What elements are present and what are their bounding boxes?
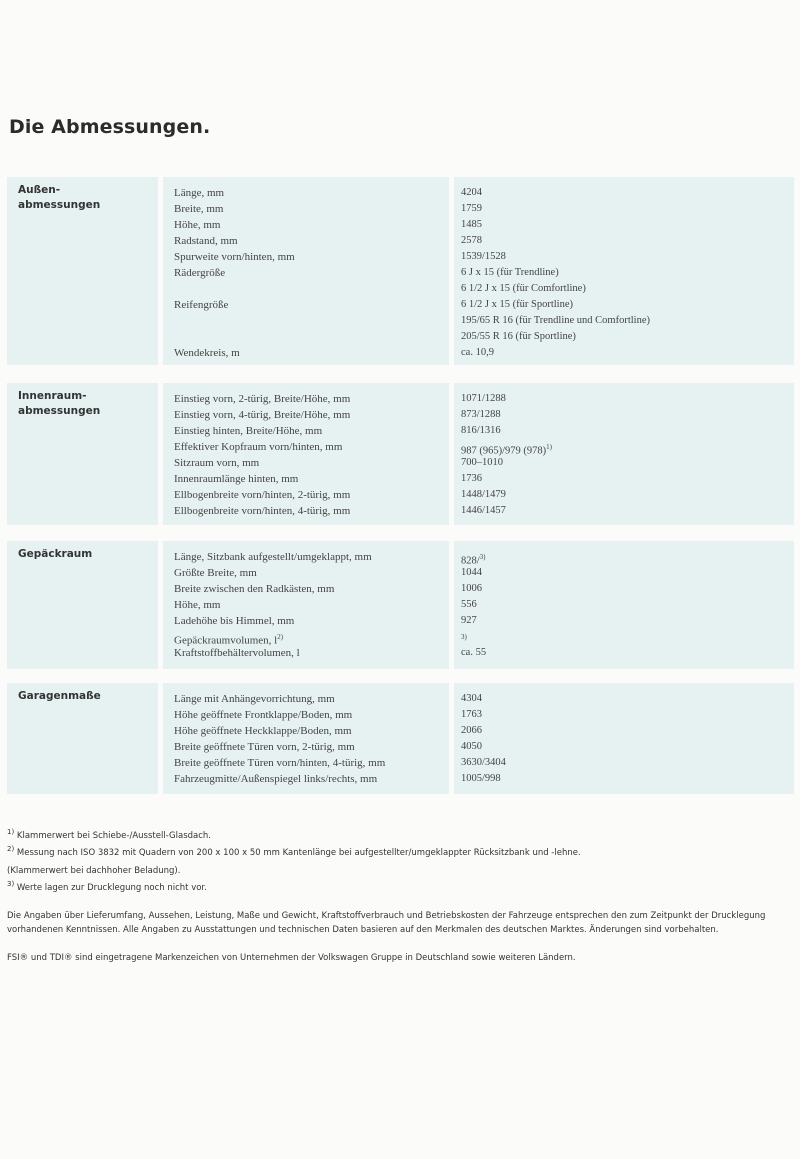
section-title: Außen- abmessungen [18, 184, 101, 211]
spec-label [174, 201, 224, 217]
spec-value [461, 487, 506, 503]
spec-value-text: 6 J x 15 (für Trendline) [461, 267, 559, 278]
spec-value [461, 455, 503, 471]
spec-value [461, 771, 501, 787]
spec-value [461, 645, 486, 661]
spec-row [7, 581, 794, 597]
spec-label [174, 233, 238, 249]
spec-label-text: Länge, Sitzbank aufgestellt/umgeklappt, mm [174, 551, 372, 563]
footnote-text: Klammerwert bei Schiebe-/Ausstell-Glasdach. [16, 830, 211, 841]
spec-row [7, 249, 794, 265]
spec-row [7, 345, 794, 361]
spec-label-text: Effektiver Kopfraum vorn/hinten, mm [174, 441, 343, 453]
spec-value [461, 613, 477, 629]
spec-value-text: 987 (965)/979 (978) [461, 445, 547, 457]
spec-value [461, 329, 576, 345]
spec-row [7, 503, 794, 519]
spec-label [174, 503, 350, 519]
spec-label [174, 565, 257, 581]
footnote-mark: 2) [7, 845, 15, 854]
footnote-mark: 1) [7, 828, 15, 836]
spec-value [461, 249, 506, 265]
spec-row [7, 691, 794, 707]
spec-label-text: Gepäckraumvolumen, l [174, 634, 278, 647]
spec-label [174, 707, 352, 723]
spec-label [174, 723, 352, 739]
spec-value [461, 391, 506, 407]
spec-row [7, 391, 794, 407]
spec-value [461, 755, 506, 771]
spec-row [7, 565, 794, 581]
spec-value-text: ca. 55 [461, 647, 487, 658]
spec-value-text: 6 1/2 J x 15 (für Sportline) [461, 299, 573, 310]
section-aussenabmessungen [7, 177, 794, 365]
spec-label-text: Wendekreis, m [174, 347, 240, 359]
spec-row [7, 629, 794, 645]
spec-value-text: 1485 [461, 219, 482, 230]
spec-value [461, 281, 586, 297]
spec-label [174, 613, 294, 629]
spec-label [174, 691, 335, 707]
spec-label-text: Breite geöffnete Türen vorn, 2-türig, mm [174, 741, 355, 753]
spec-label [174, 297, 228, 313]
spec-row [7, 549, 794, 565]
spec-label-text: Reifengröße [174, 299, 229, 311]
spec-label [174, 471, 298, 487]
section-gepaeckraum [7, 541, 794, 669]
footnote-mark: 3) [7, 879, 15, 888]
spec-value-text: 4050 [461, 741, 482, 752]
spec-label [174, 581, 334, 597]
spec-label-text: Höhe geöffnete Heckklappe/Boden, mm [174, 725, 352, 737]
spec-row [7, 487, 794, 503]
spec-value-text: 4304 [461, 693, 482, 704]
spec-label [174, 739, 355, 755]
notes-block [7, 826, 787, 965]
spec-value-text: 873/1288 [461, 409, 501, 420]
spec-value-text: 2578 [461, 235, 482, 246]
spec-row [7, 439, 794, 455]
spec-label [174, 345, 240, 361]
spec-value-text: 1044 [461, 567, 482, 578]
spec-label-text: Rädergröße [174, 267, 226, 279]
spec-row [7, 329, 794, 345]
spec-label [174, 423, 322, 439]
footnote [7, 878, 787, 895]
spec-label-text: Ellbogenbreite vorn/hinten, 2-türig, mm [174, 489, 351, 501]
footnote-text: (Klammerwert bei dachhoher Beladung). [7, 865, 181, 876]
disclaimer: Die Angaben über Lieferumfang, Aussehen, Leistung, Maße und Gewicht, Kraftstoffverbrauch und Betriebskosten der Fahrzeuge entsprechen den zum Zeitpunkt der Drucklegung vorhandenen Kenntnissen. Alle Angaben zu Ausstattungen und technischen Daten basieren auf den Merkmalen des deutschen Marktes. Änderungen sind vorbehalten. [7, 911, 766, 936]
spec-row [7, 217, 794, 233]
spec-value-text: ca. 10,9 [461, 347, 494, 358]
spec-value [461, 265, 559, 281]
footnote-ref: 3) [479, 553, 486, 561]
spec-label-text: Länge, mm [174, 187, 225, 199]
spec-row [7, 707, 794, 723]
spec-label-text: Spurweite vorn/hinten, mm [174, 251, 295, 263]
spec-row [7, 407, 794, 423]
spec-label-text: Ladehöhe bis Himmel, mm [174, 615, 295, 627]
section-innenraumabmessungen [7, 383, 794, 525]
spec-label [174, 391, 350, 407]
section-garagenmasse [7, 683, 794, 794]
spec-row [7, 771, 794, 787]
spec-value [461, 471, 482, 487]
spec-value [461, 565, 482, 581]
spec-label-text: Breite zwischen den Radkästen, mm [174, 583, 335, 595]
spec-row [7, 423, 794, 439]
spec-value-text: 1736 [461, 473, 482, 484]
spec-value-text: 1763 [461, 709, 482, 720]
spec-value-text: 1446/1457 [461, 505, 506, 516]
spec-value [461, 739, 482, 755]
spec-value [461, 597, 477, 613]
spec-label [174, 597, 220, 613]
section-title: Garagenmaße [18, 690, 101, 702]
spec-row [7, 455, 794, 471]
spec-row [7, 471, 794, 487]
spec-label [174, 265, 225, 281]
spec-row [7, 233, 794, 249]
footnote-ref: 2) [277, 633, 284, 641]
section-title: Gepäckraum [18, 548, 93, 560]
page-title: Die Abmessungen. [9, 116, 211, 138]
spec-label [174, 455, 259, 471]
spec-value-text: 1448/1479 [461, 489, 506, 500]
spec-value [461, 407, 501, 423]
spec-row [7, 281, 794, 297]
spec-value-text: 828/ [461, 555, 480, 567]
spec-row [7, 265, 794, 281]
spec-label-text: Breite geöffnete Türen vorn/hinten, 4-türig, mm [174, 757, 386, 769]
spec-value [461, 217, 482, 233]
spec-value-text: 556 [461, 599, 477, 610]
spec-value [461, 233, 482, 249]
spec-value [461, 707, 482, 723]
spec-rows [7, 185, 794, 361]
spec-value-text: 1539/1528 [461, 251, 506, 262]
spec-label-text: Innenraumlänge hinten, mm [174, 473, 299, 485]
footnote-ref: 1) [546, 443, 552, 451]
footnote-ref: 3) [461, 633, 467, 641]
spec-label [174, 439, 342, 455]
spec-label [174, 645, 300, 661]
spec-value-text: 1006 [461, 583, 482, 594]
spec-row [7, 313, 794, 329]
spec-value [461, 345, 494, 361]
footnote [7, 861, 787, 878]
spec-label [174, 185, 224, 201]
spec-row [7, 297, 794, 313]
spec-value-text: 6 1/2 J x 15 (für Comfortline) [461, 283, 586, 294]
spec-value-text: 205/55 R 16 (für Sportline) [461, 331, 576, 342]
spec-label-text: Radstand, mm [174, 235, 238, 247]
spec-rows [7, 391, 794, 519]
spec-label-text: Länge mit Anhängevorrichtung, mm [174, 693, 335, 705]
spec-value [461, 297, 573, 313]
spec-row [7, 613, 794, 629]
spec-value-text: 2066 [461, 725, 482, 736]
spec-row [7, 597, 794, 613]
spec-value-text: 1005/998 [461, 773, 501, 784]
spec-value [461, 313, 650, 329]
spec-value [461, 503, 506, 519]
spec-value-text: 927 [461, 615, 477, 626]
spec-label-text: Höhe, mm [174, 599, 221, 611]
spec-value-text: 195/65 R 16 (für Trendline und Comfortline) [461, 315, 650, 326]
spec-value [461, 423, 501, 439]
spec-label [174, 249, 295, 265]
spec-value-text: 1759 [461, 203, 482, 214]
spec-label-text: Ellbogenbreite vorn/hinten, 4-türig, mm [174, 505, 351, 517]
spec-value-text: 3630/3404 [461, 757, 506, 768]
spec-value-text: 700–1010 [461, 457, 503, 468]
spec-label [174, 755, 385, 771]
footnote [7, 826, 787, 843]
spec-value [461, 201, 482, 217]
footnote [7, 843, 787, 860]
spec-label-text: Breite, mm [174, 203, 224, 215]
spec-row [7, 185, 794, 201]
spec-label-text: Einstieg hinten, Breite/Höhe, mm [174, 425, 323, 437]
spec-label-text: Sitzraum vorn, mm [174, 457, 260, 469]
spec-row [7, 645, 794, 661]
spec-label [174, 217, 220, 233]
spec-row [7, 755, 794, 771]
spec-rows [7, 549, 794, 661]
spec-value [461, 581, 482, 597]
spec-row [7, 739, 794, 755]
spec-value-text: 816/1316 [461, 425, 501, 436]
spec-label-text: Kraftstoffbehältervolumen, l [174, 647, 300, 659]
spec-label-text: Größte Breite, mm [174, 567, 257, 579]
footnote-text: Messung nach ISO 3832 mit Quadern von 200 x 100 x 50 mm Kantenlänge bei aufgestellter/umgeklappter Rücksitzbank und -lehne. [16, 848, 581, 859]
spec-label [174, 549, 372, 565]
trademark-note: FSI® und TDI® sind eingetragene Markenzeichen von Unternehmen der Volkswagen Gruppe in Deutschland sowie weiteren Ländern. [7, 953, 576, 964]
spec-label-text: Einstieg vorn, 2-türig, Breite/Höhe, mm [174, 393, 351, 405]
spec-label [174, 487, 350, 503]
spec-value-text: 1071/1288 [461, 393, 506, 404]
section-title: Innenraum- abmessungen [18, 390, 101, 417]
spec-label [174, 771, 377, 787]
spec-value [461, 691, 482, 707]
spec-label-text: Höhe, mm [174, 219, 221, 231]
spec-rows [7, 691, 794, 787]
spec-label [174, 407, 350, 423]
spec-row [7, 201, 794, 217]
spec-row [7, 723, 794, 739]
spec-value-text: 4204 [461, 187, 482, 198]
footnote-text: Werte lagen zur Drucklegung noch nicht vor. [16, 882, 207, 893]
spec-value [461, 723, 482, 739]
spec-label-text: Einstieg vorn, 4-türig, Breite/Höhe, mm [174, 409, 351, 421]
spec-value [461, 185, 482, 201]
spec-label-text: Höhe geöffnete Frontklappe/Boden, mm [174, 709, 353, 721]
footnotes [7, 826, 787, 895]
spec-label-text: Fahrzeugmitte/Außenspiegel links/rechts, mm [174, 773, 378, 785]
